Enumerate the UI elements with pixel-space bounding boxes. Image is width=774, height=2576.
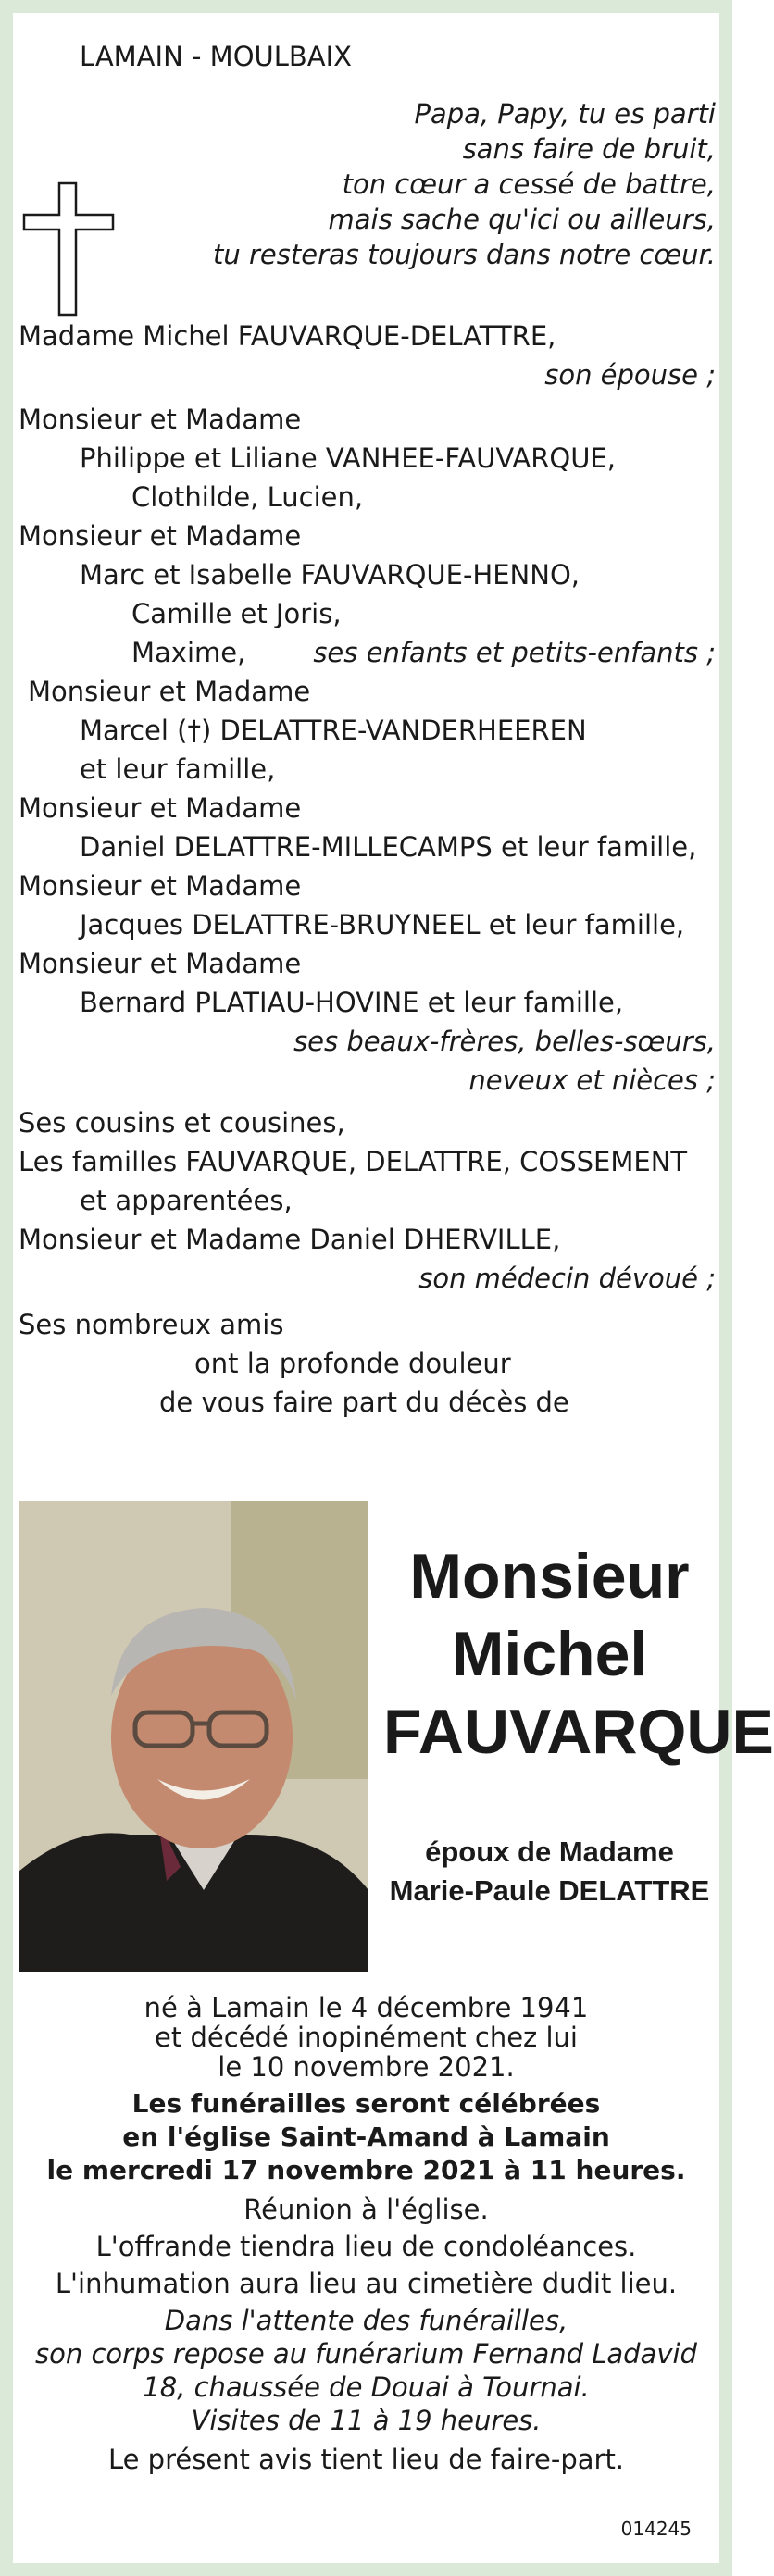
funeral-line: le mercredi 17 novembre 2021 à 11 heures.: [46, 2155, 686, 2185]
birth-line: né à Lamain le 4 décembre 1941: [144, 1992, 589, 2023]
poem-line: ton cœur a cessé de battre,: [342, 168, 716, 200]
poem-line: Papa, Papy, tu es parti: [414, 98, 716, 130]
rest-line: Dans l'attente des funérailles,: [164, 2305, 568, 2336]
deceased-spouse-line: Marie-Paule DELATTRE: [389, 1874, 710, 1907]
poem-line: mais sache qu'ici ou ailleurs,: [328, 204, 716, 235]
funeral-line: en l'église Saint-Amand à Lamain: [122, 2122, 610, 2152]
family-line: Bernard PLATIAU-HOVINE et leur famille,: [80, 987, 624, 1018]
family-line: Marc et Isabelle FAUVARQUE-HENNO,: [80, 559, 580, 591]
family-line: Philippe et Liliane VANHEE-FAUVARQUE,: [80, 442, 616, 474]
burial-line: L'inhumation aura lieu au cimetière dudit lieu.: [55, 2268, 678, 2299]
death-line: le 10 novembre 2021.: [218, 2051, 515, 2083]
poem-line: tu resteras toujours dans notre cœur.: [213, 239, 716, 270]
offering-line: L'offrande tiendra lieu de condoléances.: [95, 2231, 637, 2262]
announcement-line: ont la profonde douleur: [194, 1348, 511, 1379]
reference-number: 014245: [620, 2518, 692, 2540]
deceased-spouse-line: époux de Madame: [425, 1836, 674, 1868]
location-header: LAMAIN - MOULBAIX: [80, 41, 353, 72]
meeting-line: Réunion à l'église.: [243, 2194, 489, 2225]
poem-line: sans faire de bruit,: [462, 133, 716, 165]
family-line: Monsieur et Madame: [19, 792, 302, 824]
funeral-line: Les funérailles seront célébrées: [131, 2088, 601, 2119]
family-line: et apparentées,: [80, 1185, 293, 1216]
visits-line: Visites de 11 à 19 heures.: [191, 2405, 542, 2436]
family-line: Jacques DELATTRE-BRUYNEEL et leur famille,: [80, 909, 685, 940]
family-line: Daniel DELATTRE-MILLECAMPS et leur famille,: [80, 831, 697, 863]
family-line: Monsieur et Madame: [19, 520, 302, 552]
family-line: Les familles FAUVARQUE, DELATTRE, COSSEMENT: [19, 1146, 688, 1177]
family-line: Marcel (†) DELATTRE-VANDERHEEREN: [80, 715, 587, 746]
rest-line: 18, chaussée de Douai à Tournai.: [143, 2371, 590, 2403]
family-line: Ses cousins et cousines,: [19, 1107, 345, 1139]
family-line: et leur famille,: [80, 753, 276, 785]
cross-icon: [20, 181, 117, 317]
death-line: et décédé inopinément chez lui: [155, 2022, 578, 2053]
deceased-photo: [19, 1501, 368, 1972]
family-line: Ses nombreux amis: [19, 1309, 284, 1340]
family-line: Camille et Joris,: [131, 598, 342, 629]
announcement-line: de vous faire part du décès de: [159, 1387, 569, 1418]
family-line: Clothilde, Lucien,: [131, 481, 364, 513]
inlaws-role: ses beaux-frères, belles-sœurs,: [293, 1026, 716, 1057]
inlaws-role: neveux et nièces ;: [468, 1064, 716, 1096]
spouse-name: Madame Michel FAUVARQUE-DELATTRE,: [19, 320, 556, 352]
deceased-last-name: FAUVARQUE: [383, 1697, 774, 1767]
portrait-illustration: [19, 1501, 368, 1972]
family-line: Monsieur et Madame Daniel DHERVILLE,: [19, 1224, 561, 1255]
deceased-title: Monsieur: [409, 1541, 690, 1612]
obituary-content: [13, 13, 774, 2563]
rest-line: son corps repose au funérarium Fernand Ladavid: [35, 2338, 697, 2370]
doctor-role: son médecin dévoué ;: [418, 1263, 716, 1294]
family-line: Monsieur et Madame: [19, 948, 302, 979]
children-role: ses enfants et petits-enfants ;: [313, 637, 716, 668]
family-line: Monsieur et Madame: [19, 404, 302, 435]
spouse-role: son épouse ;: [544, 359, 716, 391]
notice-line: Le présent avis tient lieu de faire-part.: [107, 2444, 625, 2475]
family-line: Monsieur et Madame: [28, 676, 311, 707]
family-line: Monsieur et Madame: [19, 870, 302, 902]
family-line: Maxime,: [131, 637, 246, 668]
deceased-first-name: Michel: [451, 1619, 648, 1689]
